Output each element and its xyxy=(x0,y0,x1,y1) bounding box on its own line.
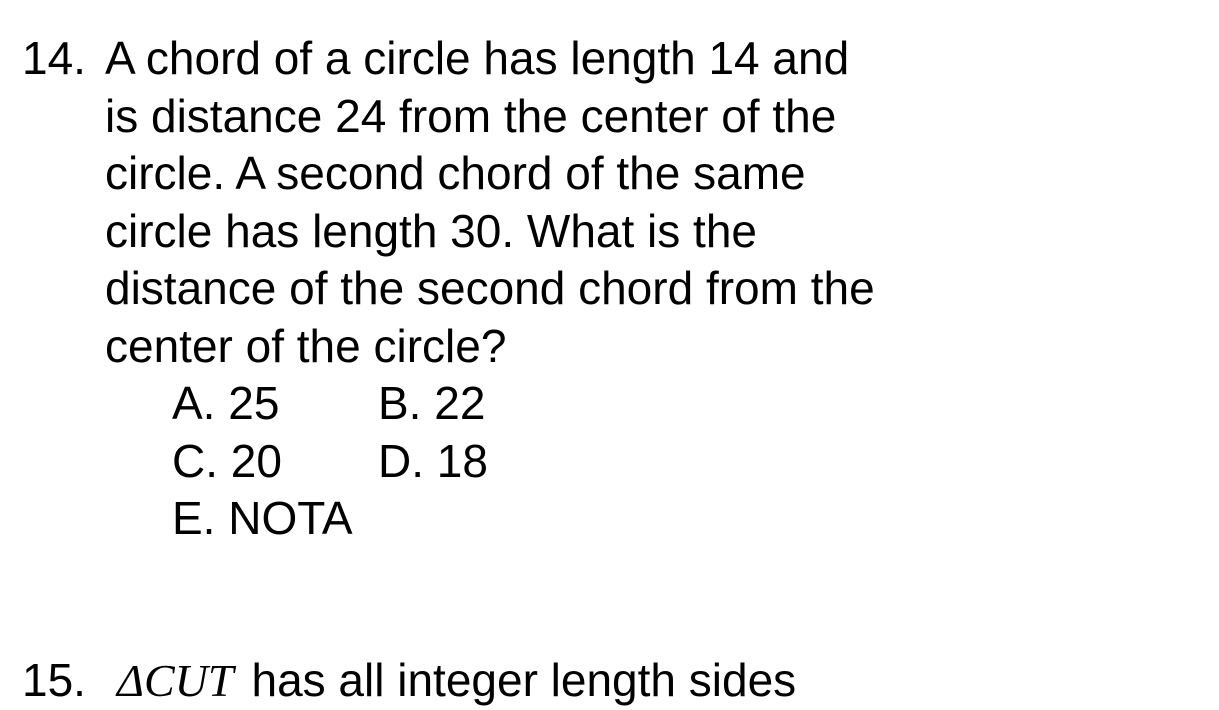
problem-line: center of the circle? xyxy=(105,319,507,372)
problem-line: is distance 24 from the center of the xyxy=(105,89,837,142)
problem-statement xyxy=(105,30,985,375)
choice-c: C. 20 xyxy=(172,434,282,487)
choice-row xyxy=(172,375,532,433)
problem-line: A chord of a circle has length 14 and xyxy=(105,32,850,84)
choice-d: D. 18 xyxy=(378,434,488,487)
problem-line: circle. A second chord of the same xyxy=(105,147,806,199)
problem-line: distance of the second chord from the xyxy=(105,262,875,314)
problem-line: circle has length 30. What is the xyxy=(105,204,757,257)
problem-15 xyxy=(22,652,796,710)
problem-number: 15. xyxy=(22,654,86,706)
choice-a: A. 25 xyxy=(172,377,280,429)
triangle-variable: ΔCUT xyxy=(117,655,234,706)
choice-row xyxy=(172,433,532,491)
answer-choices xyxy=(172,375,532,548)
problem-number: 14. xyxy=(22,32,86,84)
choice-e: E. NOTA xyxy=(172,492,353,544)
choice-b: B. 22 xyxy=(378,377,486,429)
problem-text: has all integer length sides xyxy=(251,654,797,706)
choice-row xyxy=(172,490,532,548)
